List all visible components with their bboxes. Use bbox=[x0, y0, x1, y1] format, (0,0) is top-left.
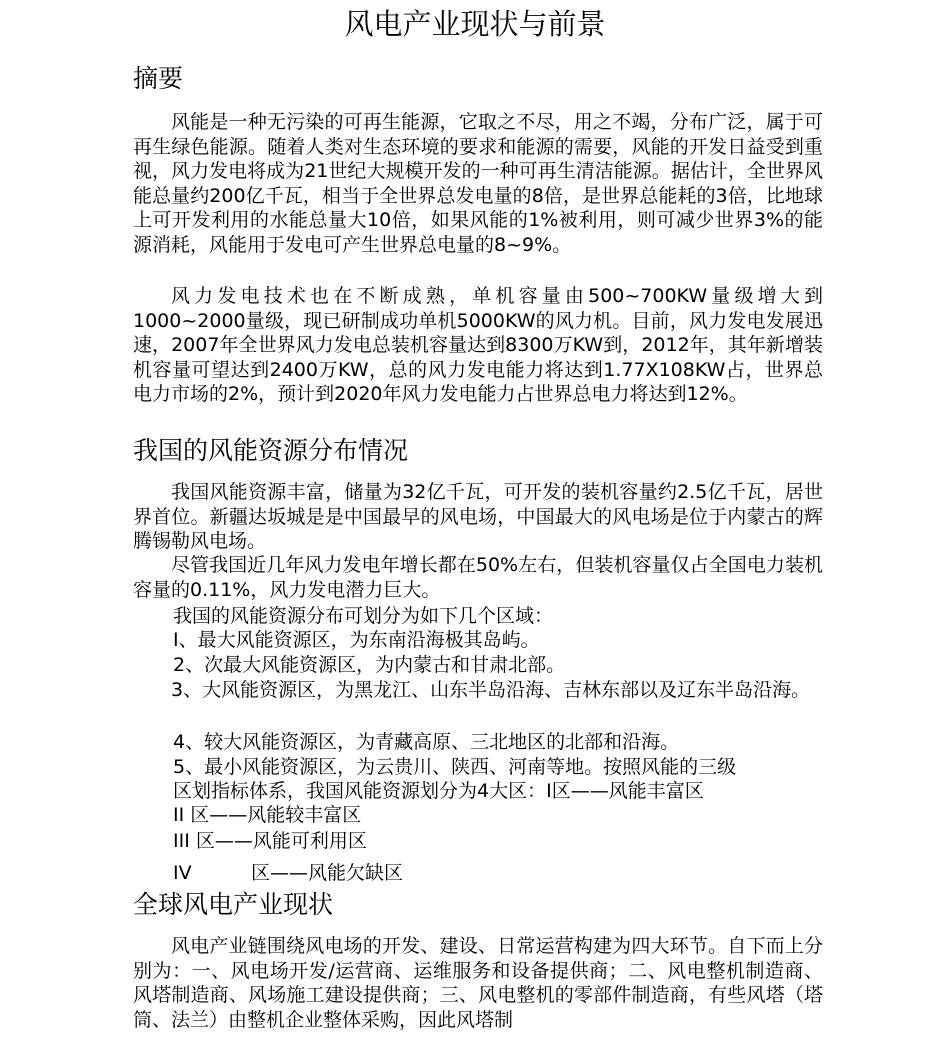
region-item-5-line-1: 5、最小风能资源区，为云贵川、陕西、河南等地。按照风能的三级 bbox=[173, 756, 737, 778]
region-item-5-line-2: 区划指标体系，我国风能资源划分为4大区：Ⅰ区——风能丰富区 bbox=[173, 780, 704, 802]
region-item-2: 2、次最大风能资源区，为内蒙古和甘肃北部。 bbox=[173, 654, 566, 676]
zone-2-label: II 区——风能较丰富区 bbox=[173, 804, 362, 826]
abstract-paragraph-1: 风能是一种无污染的可再生能源，它取之不尽，用之不竭，分布广泛，属于可再生绿色能源。随着人类对生态环境的要求和能源的需要，风能的开发日益受到重视，风力发电将成为21世纪大规模开发的一种可再生清洁能源。据估计，全世界风能总量约200亿千瓦，相当于全世界总发电量的8倍，是世界总能耗的3倍，比地球上可开发利用的水能总量大10倍，如果风能的1%被利用，则可减少世界3%的能源消耗，风能用于发电可产生世界总电量的8~9%。 bbox=[133, 111, 823, 256]
region-item-1: Ⅰ、最大风能资源区，为东南沿海极其岛屿。 bbox=[173, 629, 540, 651]
zone-3-label: III 区——风能可利用区 bbox=[173, 830, 367, 852]
zone-4-label: 区——风能欠缺区 bbox=[251, 862, 404, 884]
global-industry-heading: 全球风电产业现状 bbox=[133, 890, 334, 919]
china-paragraph-1: 我国风能资源丰富，储量为32亿千瓦，可开发的装机容量约2.5亿千瓦，居世界首位。新疆达坂城是是中国最早的风电场，中国最大的风电场是位于内蒙古的辉腾锡勒风电场。 bbox=[133, 481, 823, 552]
region-intro: 我国的风能资源分布可划分为如下几个区域： bbox=[173, 605, 554, 627]
abstract-paragraph-2: 风力发电技术也在不断成熟，单机容量由500~700KW量级增大到1000~2000量级，现已研制成功单机5000KW的风力机。目前，风力发电发展迅速，2007年全世界风力发电总装机容量达到8300万KW到，2012年，其年新增装机容量可望达到2400万KW，总的风力发电能力将达到1.77X108KW占，世界总电力市场的2%，预计到2020年风力发电能力占世界总电力将达到12%。 bbox=[133, 285, 823, 405]
region-item-3: 3、大风能资源区，为黑龙江、山东半岛沿海、吉林东部以及辽东半岛沿海。 bbox=[171, 679, 811, 701]
china-paragraph-2: 尽管我国近几年风力发电年增长都在50%左右，但装机容量仅占全国电力装机容量的0.11%，风力发电潜力巨大。 bbox=[133, 554, 823, 601]
zone-4-number: IV bbox=[173, 862, 192, 884]
abstract-heading: 摘要 bbox=[133, 64, 184, 93]
region-item-4: 4、较大风能资源区，为青藏高原、三北地区的北部和沿海。 bbox=[173, 731, 680, 753]
china-distribution-heading: 我国的风能资源分布情况 bbox=[133, 436, 409, 465]
document-title: 风电产业现状与前景 bbox=[344, 7, 606, 41]
global-paragraph-1: 风电产业链围绕风电场的开发、建设、日常运营构建为四大环节。自下而上分别为：一、风电场开发/运营商、运维服务和设备提供商；二、风电整机制造商、风塔制造商、风场施工建设提供商；三、风电整机的零部件制造商，有些风塔（塔筒、法兰）由整机企业整体采购，因此风塔制 bbox=[133, 935, 823, 1031]
